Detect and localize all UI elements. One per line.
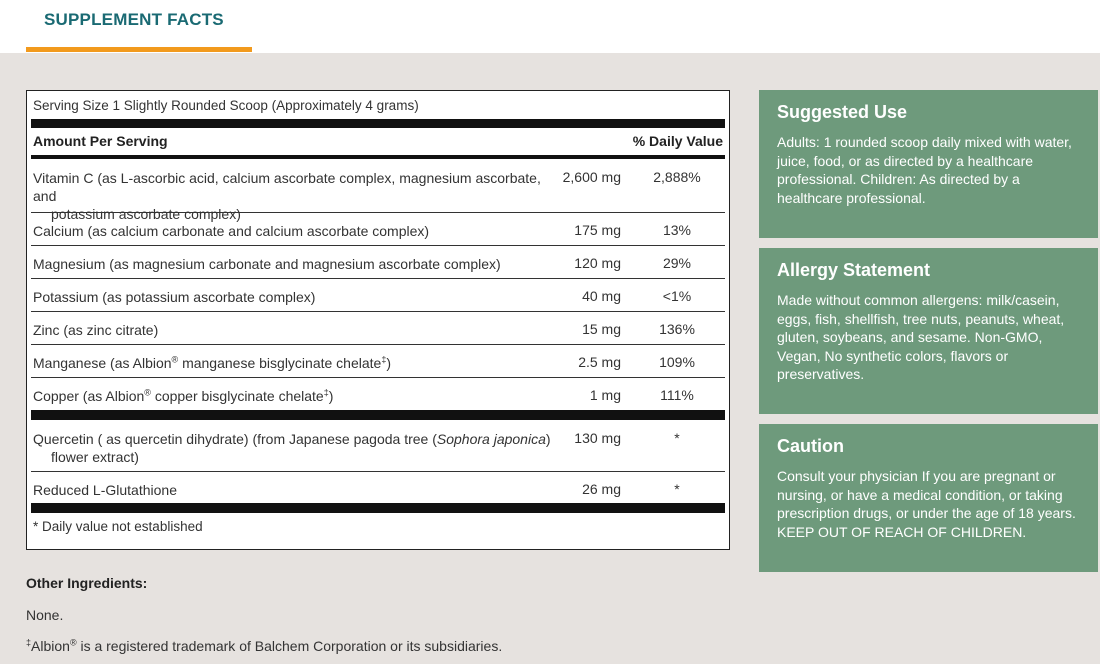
nutrient-amount: 2,600 mg xyxy=(562,169,621,185)
nutrient-name: Potassium (as potassium ascorbate complex) xyxy=(33,289,316,305)
trademark-note xyxy=(26,638,502,654)
other-ingredients-title: Other Ingredients: xyxy=(26,575,148,591)
name-text: Manganese (as Albion xyxy=(33,355,172,371)
nutrient-row xyxy=(31,212,725,246)
card-text: Made without common allergens: milk/casein, eggs, fish, shellfish, tree nuts, peanuts, wheat, gluten, soybeans, and sesame. Non-GMO, Vegan, No synthetic colors, flavors or preservatives. xyxy=(777,292,1065,382)
trademark-text: is a registered trademark of Balchem Corporation or its subsidiaries. xyxy=(76,638,503,654)
nutrient-row xyxy=(31,471,725,503)
nutrient-name-line1: Vitamin C (as L-ascorbic acid, calcium ascorbate complex, magnesium ascorbate, and xyxy=(33,170,541,204)
card-text: Adults: 1 rounded scoop daily mixed with water, juice, food, or as directed by a healthcare professional. Children: As directed by a healthcare professional. xyxy=(777,134,1072,206)
name-text: ) xyxy=(328,388,334,404)
nutrient-row xyxy=(31,377,725,410)
double-dagger-mark: ‡ xyxy=(26,637,32,648)
nutrient-name: Reduced L-Glutathione xyxy=(33,482,177,498)
nutrient-daily-value: * xyxy=(674,481,680,497)
nutrient-daily-value: 111% xyxy=(660,387,694,403)
supplement-facts-table xyxy=(26,90,730,550)
nutrient-row xyxy=(31,278,725,312)
nutrient-row xyxy=(31,420,725,472)
daily-value-footnote: * Daily value not established xyxy=(33,519,203,534)
nutrient-name xyxy=(33,387,553,405)
nutrient-row xyxy=(31,245,725,279)
registered-mark: ® xyxy=(144,387,151,398)
nutrient-name: Magnesium (as magnesium carbonate and magnesium ascorbate complex) xyxy=(33,256,501,272)
nutrient-amount: 15 mg xyxy=(582,321,621,337)
card-text: Consult your physician If you are pregnant or nursing, or have a medical condition, or taking prescription drugs, or under the age of 18 years. KEEP OUT OF REACH OF CHILDREN. xyxy=(777,468,1076,540)
active-tab-indicator xyxy=(26,47,252,52)
nutrient-name-line2: potassium ascorbate complex) xyxy=(51,206,241,222)
nutrient-row xyxy=(31,311,725,345)
nutrient-daily-value: 13% xyxy=(662,222,692,238)
tab-supplement-facts[interactable]: SUPPLEMENT FACTS xyxy=(44,10,224,29)
serving-size: Serving Size 1 Slightly Rounded Scoop (Approximately 4 grams) xyxy=(33,98,419,113)
nutrient-amount: 120 mg xyxy=(574,255,621,271)
name-text: ) xyxy=(545,431,551,447)
name-text: Copper (as Albion xyxy=(33,388,145,404)
nutrient-amount: 130 mg xyxy=(574,430,621,446)
name-text: manganese bisglycinate chelate xyxy=(178,355,382,371)
nutrient-name: Calcium (as calcium carbonate and calcium ascorbate complex) xyxy=(33,223,430,239)
nutrient-daily-value: 29% xyxy=(662,255,692,271)
nutrient-name-line2: flower extract) xyxy=(51,449,139,465)
name-text: Quercetin ( as quercetin dihydrate) (from Japanese pagoda tree ( xyxy=(33,431,437,447)
card-title: Suggested Use xyxy=(777,102,908,122)
nutrient-amount: 175 mg xyxy=(574,222,621,238)
allergy-statement-card xyxy=(759,248,1098,414)
nutrient-amount: 2.5 mg xyxy=(578,354,621,370)
double-dagger-mark: ‡ xyxy=(323,387,329,398)
header-amount-per-serving: Amount Per Serving xyxy=(33,133,168,149)
nutrient-daily-value: <1% xyxy=(662,288,692,304)
suggested-use-card xyxy=(759,90,1098,238)
card-title: Allergy Statement xyxy=(777,260,931,280)
tab-bar xyxy=(0,0,1100,53)
other-ingredients-text: None. xyxy=(26,607,64,623)
nutrient-daily-value: * xyxy=(674,430,680,446)
thick-divider xyxy=(31,119,725,128)
card-title: Caution xyxy=(777,436,844,456)
header-daily-value: % Daily Value xyxy=(632,133,723,149)
caution-card xyxy=(759,424,1098,572)
nutrient-name xyxy=(33,430,553,466)
name-text: copper bisglycinate chelate xyxy=(150,388,324,404)
nutrient-daily-value: 136% xyxy=(659,321,695,337)
nutrient-daily-value: 109% xyxy=(659,354,695,370)
nutrient-name xyxy=(33,354,553,372)
double-dagger-mark: ‡ xyxy=(381,354,387,365)
thick-divider xyxy=(31,410,725,420)
nutrient-amount: 26 mg xyxy=(582,481,621,497)
latin-name: Sophora japonica xyxy=(436,431,546,447)
trademark-name: Albion xyxy=(31,638,70,654)
nutrient-amount: 40 mg xyxy=(582,288,621,304)
registered-mark: ® xyxy=(171,354,179,365)
thick-divider xyxy=(31,503,725,513)
registered-mark: ® xyxy=(69,637,77,648)
nutrient-daily-value: 2,888% xyxy=(653,169,701,185)
nutrient-row xyxy=(31,344,725,378)
name-text: ) xyxy=(386,355,392,371)
nutrient-name: Zinc (as zinc citrate) xyxy=(33,322,159,338)
nutrient-row xyxy=(31,159,725,222)
nutrient-amount: 1 mg xyxy=(589,387,621,403)
